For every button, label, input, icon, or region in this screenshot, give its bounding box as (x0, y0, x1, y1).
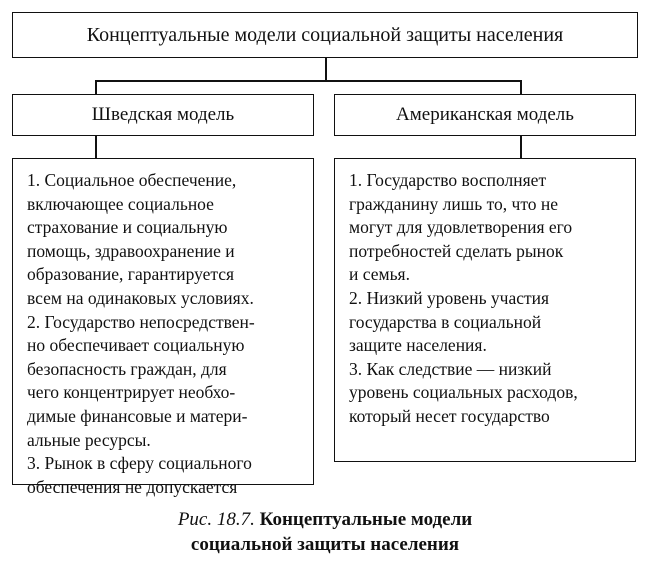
connector-right-down (520, 80, 522, 94)
connector-left-body (95, 136, 97, 158)
connector-left-down (95, 80, 97, 94)
swedish-model-description (12, 158, 314, 497)
top-concept-label: Концептуальные модели социальной защиты населения (86, 23, 564, 46)
american-line: гражданину лишь то, что не (349, 193, 559, 214)
caption-line-1 (0, 507, 650, 532)
connector-top-vertical (325, 58, 327, 80)
swedish-line: обеспечения не допускается (27, 476, 238, 497)
american-line: 2. Низкий уровень участия (349, 287, 550, 308)
connector-top-horizontal (95, 80, 520, 82)
american-line: могут для удовлетворения его (349, 217, 573, 238)
american-line: государства в социальной (349, 311, 542, 332)
swedish-line: 1. Социальное обеспечение, (27, 170, 237, 190)
swedish-line: альные ресурсы. (27, 429, 151, 450)
caption-figure-number: Рис. 18.7. (177, 509, 255, 530)
swedish-line: чего концентрирует необхо- (27, 382, 236, 403)
american-line: защите населения. (349, 335, 487, 356)
american-model-header (334, 94, 636, 136)
american-line: и семья. (349, 264, 410, 285)
swedish-model-label: Шведская модель (91, 104, 235, 125)
swedish-line: включающее социальное (27, 193, 214, 214)
swedish-line: страхование и социальную (27, 217, 228, 238)
top-concept-box (12, 12, 638, 58)
caption-title-part-1: Концептуальные модели (259, 509, 473, 530)
american-line: 3. Как следствие — низкий (349, 358, 552, 379)
american-model-description (334, 158, 636, 462)
swedish-model-header (12, 94, 314, 136)
caption-title-part-2: социальной защиты населения (190, 534, 460, 555)
american-line: уровень социальных расходов, (349, 382, 578, 403)
swedish-line: помощь, здравоохранение и (27, 240, 235, 261)
swedish-line: безопасность граждан, для (27, 358, 227, 379)
swedish-line: 2. Государство непосредствен- (27, 311, 255, 332)
figure-caption (0, 507, 650, 557)
swedish-line: всем на одинаковых условиях. (27, 287, 254, 308)
american-model-label: Американская модель (396, 104, 574, 125)
connector-right-body (520, 136, 522, 158)
american-line: 1. Государство восполняет (349, 170, 547, 190)
swedish-line: 3. Рынок в сферу социального (27, 453, 252, 474)
swedish-line: димые финансовые и матери- (27, 405, 248, 426)
american-line: потребностей сделать рынок (349, 240, 564, 261)
swedish-line: образование, гарантируется (27, 264, 235, 285)
swedish-line: но обеспечивает социальную (27, 335, 245, 356)
american-line: который несет государство (349, 405, 550, 426)
